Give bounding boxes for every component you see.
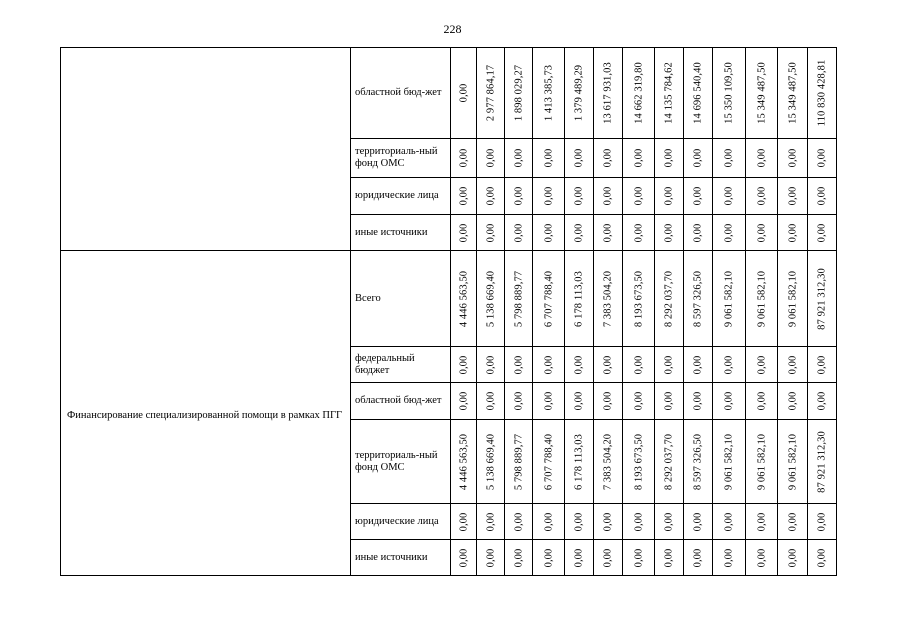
value-text: 0,00 — [513, 355, 524, 374]
value-text: 0,00 — [543, 355, 554, 374]
value-text: 0,00 — [633, 391, 644, 411]
value-cell — [451, 540, 477, 576]
value-cell — [808, 420, 837, 504]
value-text: 0,00 — [602, 223, 614, 242]
value-text: 0,00 — [816, 148, 828, 168]
value-cell — [684, 251, 713, 347]
value-cell — [533, 347, 565, 383]
value-text: 9 061 582,10 — [787, 433, 798, 490]
value-cell — [778, 420, 808, 504]
value-text: 0,00 — [692, 186, 704, 206]
value-cell — [713, 215, 746, 251]
value-text: 0,00 — [543, 186, 554, 206]
value-cell — [623, 504, 655, 540]
value-cell — [655, 48, 684, 139]
value-text: 0,00 — [573, 355, 585, 374]
value-cell — [623, 383, 655, 420]
value-cell — [808, 139, 837, 178]
value-text: 15 349 487,50 — [787, 62, 798, 124]
value-text: 2 977 864,17 — [485, 64, 496, 122]
value-text: 6 178 113,03 — [573, 270, 585, 327]
value-cell — [623, 420, 655, 504]
funding-source-cell: иные источники — [351, 540, 451, 576]
value-cell — [477, 420, 505, 504]
value-text: 0,00 — [787, 355, 798, 374]
table-row — [61, 48, 837, 139]
value-text: 8 292 037,70 — [663, 433, 675, 490]
value-cell — [655, 420, 684, 504]
value-cell — [565, 420, 594, 504]
value-text: 0,00 — [663, 512, 675, 531]
value-cell — [505, 48, 533, 139]
value-cell — [713, 48, 746, 139]
value-text: 0,00 — [602, 186, 614, 206]
value-cell — [808, 178, 837, 215]
value-cell — [451, 420, 477, 504]
funding-source-cell: федеральный бюджет — [351, 347, 451, 383]
value-cell — [477, 215, 505, 251]
value-text: 0,00 — [485, 355, 496, 374]
value-cell — [778, 215, 808, 251]
value-text: 0,00 — [458, 512, 469, 531]
value-cell — [655, 251, 684, 347]
value-text: 0,00 — [663, 223, 675, 242]
value-text: 0,00 — [787, 512, 798, 531]
value-cell — [594, 48, 623, 139]
value-text: 15 349 487,50 — [756, 62, 767, 124]
value-cell — [655, 347, 684, 383]
value-cell — [655, 383, 684, 420]
value-cell — [684, 215, 713, 251]
value-text: 7 383 504,20 — [602, 433, 614, 490]
value-cell — [746, 420, 778, 504]
value-cell — [746, 215, 778, 251]
value-text: 0,00 — [485, 391, 496, 411]
value-text: 0,00 — [663, 186, 675, 206]
value-cell — [565, 347, 594, 383]
value-text: 0,00 — [458, 83, 469, 103]
value-text: 0,00 — [543, 512, 554, 531]
funding-source-cell: юридические лица — [351, 178, 451, 215]
value-text: 8 597 326,50 — [692, 270, 704, 327]
value-text: 0,00 — [513, 548, 524, 567]
page-number: 228 — [443, 22, 462, 36]
value-cell — [477, 251, 505, 347]
value-cell — [477, 347, 505, 383]
funding-source-cell: областной бюд-жет — [351, 48, 451, 139]
value-text: 0,00 — [543, 223, 554, 242]
value-cell — [533, 383, 565, 420]
value-text: 0,00 — [602, 548, 614, 567]
value-text: 0,00 — [723, 355, 735, 374]
table-row — [61, 251, 837, 347]
value-cell — [451, 251, 477, 347]
value-text: 0,00 — [756, 355, 767, 374]
value-cell — [746, 178, 778, 215]
value-cell — [565, 383, 594, 420]
value-text: 1 379 489,29 — [573, 64, 585, 122]
value-text: 0,00 — [633, 355, 644, 374]
value-text: 0,00 — [633, 548, 644, 567]
value-cell — [565, 139, 594, 178]
value-text: 0,00 — [816, 391, 828, 411]
value-cell — [451, 383, 477, 420]
value-text: 0,00 — [458, 186, 469, 206]
value-cell — [533, 504, 565, 540]
value-text: 0,00 — [633, 148, 644, 168]
value-text: 0,00 — [692, 548, 704, 567]
value-cell — [684, 347, 713, 383]
value-text: 9 061 582,10 — [723, 433, 735, 490]
value-cell — [655, 215, 684, 251]
value-cell — [533, 251, 565, 347]
value-cell — [451, 504, 477, 540]
value-cell — [623, 251, 655, 347]
value-cell — [746, 504, 778, 540]
value-cell — [594, 215, 623, 251]
value-text: 0,00 — [602, 148, 614, 168]
value-text: 9 061 582,10 — [787, 270, 798, 327]
value-cell — [451, 48, 477, 139]
value-text: 14 662 319,80 — [633, 62, 644, 124]
funding-source-cell: Всего — [351, 251, 451, 347]
program-name-cell — [61, 48, 351, 251]
value-text: 6 707 788,40 — [543, 433, 554, 490]
value-text: 0,00 — [816, 548, 828, 567]
value-text: 0,00 — [485, 223, 496, 242]
value-cell — [778, 540, 808, 576]
value-text: 0,00 — [787, 391, 798, 411]
value-cell — [623, 178, 655, 215]
value-text: 0,00 — [602, 355, 614, 374]
value-cell — [713, 347, 746, 383]
value-cell — [594, 420, 623, 504]
value-cell — [533, 48, 565, 139]
value-cell — [505, 347, 533, 383]
value-text: 0,00 — [458, 391, 469, 411]
value-text: 0,00 — [573, 223, 585, 242]
value-text: 0,00 — [723, 512, 735, 531]
value-text: 0,00 — [513, 512, 524, 531]
program-name-cell: Финансирование специализированной помощи в рамках ПГГ — [61, 251, 351, 576]
value-text: 5 138 669,40 — [485, 433, 496, 490]
value-text: 9 061 582,10 — [756, 270, 767, 327]
value-cell — [565, 178, 594, 215]
value-text: 0,00 — [756, 512, 767, 531]
value-cell — [533, 139, 565, 178]
value-cell — [505, 251, 533, 347]
value-cell — [451, 139, 477, 178]
value-cell — [778, 178, 808, 215]
value-text: 13 617 931,03 — [602, 62, 614, 124]
value-cell — [684, 178, 713, 215]
value-cell — [808, 504, 837, 540]
value-cell — [778, 48, 808, 139]
value-cell — [655, 540, 684, 576]
funding-source-cell: иные источники — [351, 215, 451, 251]
value-cell — [451, 178, 477, 215]
value-cell — [778, 139, 808, 178]
value-cell — [655, 178, 684, 215]
value-text: 0,00 — [663, 391, 675, 411]
value-cell — [505, 383, 533, 420]
value-cell — [778, 347, 808, 383]
value-text: 0,00 — [816, 512, 828, 531]
value-cell — [713, 178, 746, 215]
value-cell — [594, 504, 623, 540]
value-cell — [655, 139, 684, 178]
value-cell — [684, 540, 713, 576]
value-cell — [808, 48, 837, 139]
value-text: 5 798 889,77 — [513, 270, 524, 327]
value-cell — [684, 420, 713, 504]
value-cell — [746, 347, 778, 383]
value-cell — [746, 139, 778, 178]
value-cell — [808, 383, 837, 420]
value-cell — [451, 347, 477, 383]
value-cell — [623, 347, 655, 383]
value-text: 0,00 — [485, 512, 496, 531]
value-cell — [533, 178, 565, 215]
budget-table — [60, 47, 837, 576]
value-cell — [808, 347, 837, 383]
value-cell — [808, 540, 837, 576]
value-text: 8 193 673,50 — [633, 270, 644, 327]
value-cell — [477, 178, 505, 215]
value-text: 0,00 — [513, 223, 524, 242]
value-cell — [594, 540, 623, 576]
value-cell — [505, 178, 533, 215]
value-text: 4 446 563,50 — [458, 433, 469, 490]
value-text: 14 135 784,62 — [663, 62, 675, 124]
value-text: 14 696 540,40 — [692, 62, 704, 124]
value-text: 0,00 — [663, 548, 675, 567]
value-text: 0,00 — [633, 223, 644, 242]
value-cell — [746, 251, 778, 347]
value-text: 0,00 — [602, 512, 614, 531]
value-cell — [655, 504, 684, 540]
value-text: 110 830 428,81 — [816, 59, 828, 127]
value-cell — [746, 383, 778, 420]
value-cell — [505, 139, 533, 178]
value-cell — [684, 139, 713, 178]
value-text: 0,00 — [816, 223, 828, 242]
value-text: 0,00 — [723, 548, 735, 567]
value-text: 0,00 — [663, 148, 675, 168]
value-cell — [623, 139, 655, 178]
value-cell — [594, 347, 623, 383]
value-text: 5 138 669,40 — [485, 270, 496, 327]
value-cell — [713, 504, 746, 540]
value-cell — [505, 420, 533, 504]
value-cell — [808, 215, 837, 251]
value-text: 0,00 — [692, 391, 704, 411]
value-text: 87 921 312,30 — [816, 430, 828, 493]
value-cell — [477, 48, 505, 139]
value-cell — [533, 540, 565, 576]
value-cell — [505, 504, 533, 540]
value-cell — [684, 504, 713, 540]
value-text: 0,00 — [485, 148, 496, 168]
value-cell — [746, 540, 778, 576]
value-cell — [565, 504, 594, 540]
value-cell — [713, 383, 746, 420]
funding-source-cell: областной бюд-жет — [351, 383, 451, 420]
value-cell — [713, 420, 746, 504]
value-cell — [684, 383, 713, 420]
value-text: 1 898 029,27 — [513, 64, 524, 122]
value-text: 0,00 — [573, 548, 585, 567]
value-text: 0,00 — [458, 223, 469, 242]
value-text: 0,00 — [458, 548, 469, 567]
value-cell — [808, 251, 837, 347]
value-text: 0,00 — [787, 148, 798, 168]
value-text: 0,00 — [573, 148, 585, 168]
value-text: 0,00 — [513, 148, 524, 168]
value-cell — [746, 48, 778, 139]
value-cell — [533, 420, 565, 504]
funding-source-cell: территориаль-ный фонд ОМС — [351, 139, 451, 178]
value-text: 0,00 — [692, 512, 704, 531]
value-text: 6 178 113,03 — [573, 433, 585, 490]
funding-source-cell: территориаль-ный фонд ОМС — [351, 420, 451, 504]
value-cell — [684, 48, 713, 139]
value-cell — [778, 251, 808, 347]
value-cell — [623, 540, 655, 576]
value-text: 8 292 037,70 — [663, 270, 675, 327]
value-cell — [565, 48, 594, 139]
value-text: 0,00 — [692, 223, 704, 242]
value-cell — [565, 251, 594, 347]
value-text: 0,00 — [756, 223, 767, 242]
value-text: 0,00 — [543, 548, 554, 567]
value-text: 0,00 — [723, 223, 735, 242]
value-text: 0,00 — [787, 186, 798, 206]
value-text: 0,00 — [485, 548, 496, 567]
value-text: 15 350 109,50 — [723, 62, 735, 124]
value-cell — [451, 215, 477, 251]
value-cell — [713, 251, 746, 347]
value-text: 0,00 — [723, 148, 735, 168]
value-text: 0,00 — [787, 548, 798, 567]
value-cell — [565, 540, 594, 576]
value-text: 0,00 — [723, 186, 735, 206]
value-cell — [713, 540, 746, 576]
value-cell — [477, 540, 505, 576]
value-cell — [778, 383, 808, 420]
value-cell — [533, 215, 565, 251]
value-text: 8 597 326,50 — [692, 433, 704, 490]
value-text: 0,00 — [573, 512, 585, 531]
value-text: 0,00 — [663, 355, 675, 374]
value-text: 0,00 — [485, 186, 496, 206]
value-text: 8 193 673,50 — [633, 433, 644, 490]
funding-source-cell: юридические лица — [351, 504, 451, 540]
value-cell — [505, 540, 533, 576]
value-cell — [477, 383, 505, 420]
value-text: 0,00 — [602, 391, 614, 411]
value-cell — [623, 215, 655, 251]
value-text: 0,00 — [458, 148, 469, 168]
value-text: 0,00 — [458, 355, 469, 374]
value-text: 0,00 — [723, 391, 735, 411]
value-cell — [623, 48, 655, 139]
value-text: 0,00 — [633, 512, 644, 531]
value-cell — [594, 383, 623, 420]
value-text: 87 921 312,30 — [816, 267, 828, 330]
value-cell — [778, 504, 808, 540]
value-text: 0,00 — [816, 355, 828, 374]
value-cell — [505, 215, 533, 251]
value-cell — [594, 139, 623, 178]
value-text: 0,00 — [633, 186, 644, 206]
value-text: 4 446 563,50 — [458, 270, 469, 327]
value-text: 7 383 504,20 — [602, 270, 614, 327]
value-text: 5 798 889,77 — [513, 433, 524, 490]
value-text: 0,00 — [787, 223, 798, 242]
value-text: 9 061 582,10 — [756, 433, 767, 490]
value-text: 0,00 — [756, 391, 767, 411]
value-text: 6 707 788,40 — [543, 270, 554, 327]
value-text: 0,00 — [513, 186, 524, 206]
value-cell — [477, 139, 505, 178]
value-text: 0,00 — [692, 355, 704, 374]
value-cell — [713, 139, 746, 178]
value-text: 0,00 — [573, 391, 585, 411]
value-cell — [594, 251, 623, 347]
value-text: 0,00 — [573, 186, 585, 206]
value-cell — [477, 504, 505, 540]
value-text: 0,00 — [756, 148, 767, 168]
value-text: 0,00 — [756, 548, 767, 567]
value-text: 1 413 385,73 — [543, 64, 554, 122]
value-text: 0,00 — [816, 186, 828, 206]
value-text: 0,00 — [543, 148, 554, 168]
value-text: 0,00 — [692, 148, 704, 168]
value-text: 0,00 — [543, 391, 554, 411]
value-text: 0,00 — [513, 391, 524, 411]
value-cell — [594, 178, 623, 215]
value-text: 9 061 582,10 — [723, 270, 735, 327]
value-text: 0,00 — [756, 186, 767, 206]
value-cell — [565, 215, 594, 251]
